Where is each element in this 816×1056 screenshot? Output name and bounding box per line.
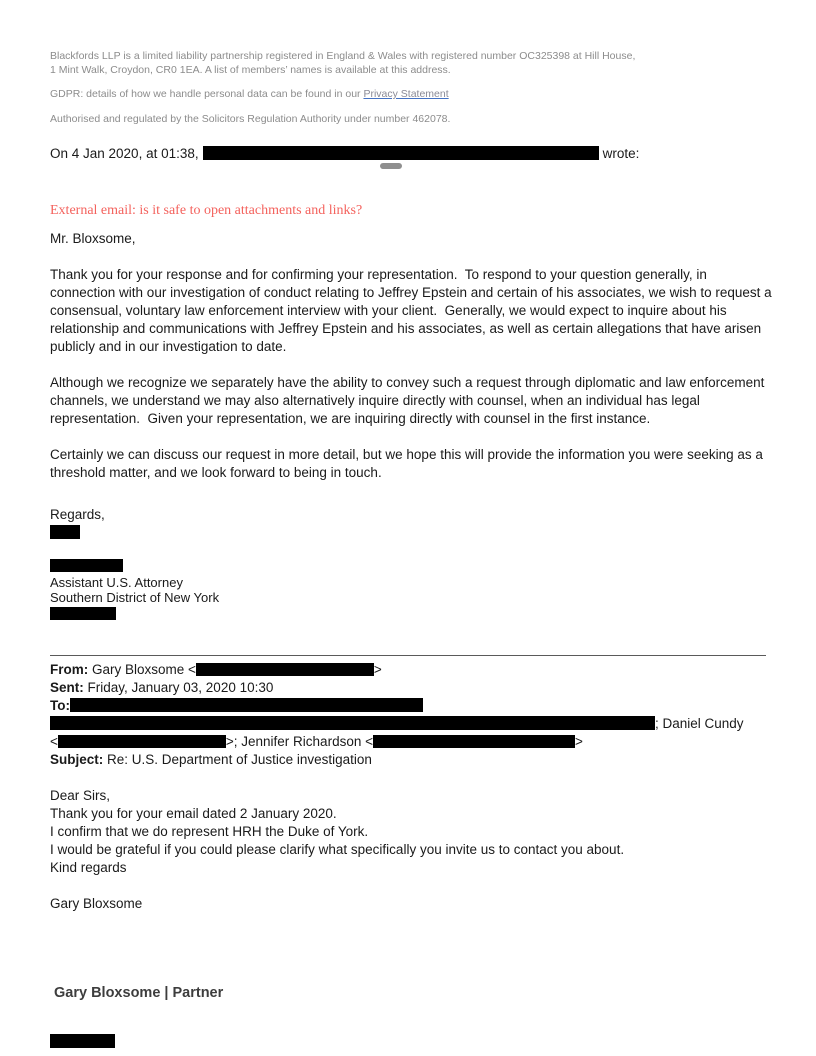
redaction-bar-footer-contact <box>50 1034 115 1048</box>
doj-paragraph-3: Certainly we can discuss our request in more detail, but we hope this will provide the information you were seeking as a threshold matter, and we look forward to being in touch. <box>50 447 767 480</box>
message-divider <box>50 655 766 656</box>
header-recipients-line-2 <box>50 715 780 733</box>
redaction-bar-cundy-email <box>58 735 226 748</box>
reply-message-body <box>50 787 772 913</box>
subject-label: Subject: <box>50 752 104 767</box>
recipient-daniel-cundy: ; Daniel Cundy <box>655 716 744 731</box>
disclaimer-registration: Blackfords LLP is a limited liability partnership registered in England & Wales with registered number OC325398 at Hill House, 1 Mint Walk, Croydon, CR0 1EA. A list of members’ names is available at this address. <box>50 50 636 76</box>
header-recipients-line-3 <box>50 733 780 751</box>
quote-attribution-line <box>50 145 639 163</box>
reply-line-2: I confirm that we do represent HRH the Duke of York. <box>50 824 369 839</box>
reply-closing: Kind regards <box>50 860 127 875</box>
redaction-bar-from-email <box>196 663 374 676</box>
subject-value: Re: U.S. Department of Justice investigation <box>103 752 372 767</box>
doj-paragraph-1: Thank you for your response and for confirming your representation. To respond to your question generally, in connection with our investigation of conduct relating to Jeffrey Epstein and certain of his associates, we wish to request a consensual, voluntary law enforcement interview with your client. Generally, we would expect to inquire about his relationship and communications with Jeffrey Epstein and his associates, as well as certain allegations that have arisen publicly and in our investigation to date. <box>50 267 776 354</box>
sent-label: Sent: <box>50 680 84 695</box>
header-subject-line <box>50 751 780 769</box>
header-from-line <box>50 661 780 679</box>
firm-disclaimer <box>50 50 642 137</box>
from-name: Gary Bloxsome < <box>88 662 196 677</box>
reply-salutation: Dear Sirs, <box>50 788 111 803</box>
disclaimer-gdpr <box>50 88 642 102</box>
header-sent-line <box>50 679 780 697</box>
quote-wrote-text: wrote: <box>602 146 640 161</box>
doj-closing-block <box>50 506 105 539</box>
doj-salutation: Mr. Bloxsome, <box>50 231 136 246</box>
disclaimer-sra: Authorised and regulated by the Solicitors Regulation Authority under number 462078. <box>50 112 451 125</box>
reply-sender-name: Gary Bloxsome <box>50 896 143 911</box>
angle-open: < <box>50 734 58 749</box>
doj-message-body <box>50 230 776 500</box>
blank-line <box>50 877 772 895</box>
to-label: To: <box>50 698 70 713</box>
redaction-bar-attorney-phone <box>50 607 116 620</box>
header-to-line <box>50 697 780 715</box>
redaction-smudge-artifact <box>380 163 402 169</box>
footer-signature-line: Gary Bloxsome | Partner <box>54 985 224 1001</box>
doj-closing-text: Regards, <box>50 507 105 522</box>
redaction-bar-signoff-name <box>50 525 80 539</box>
external-email-warning: External email: is it safe to open attachments and links? <box>50 203 363 218</box>
privacy-statement-link[interactable]: Privacy Statement <box>363 88 449 100</box>
doj-signature-block <box>50 559 219 620</box>
from-label: From: <box>50 662 89 677</box>
attorney-title: Assistant U.S. Attorney <box>50 575 183 590</box>
redaction-bar-recipient-long <box>50 716 655 730</box>
redaction-bar-to-recipient <box>70 698 423 712</box>
angle-close: > <box>574 734 583 749</box>
reply-line-3: I would be grateful if you could please clarify what specifically you invite us to contact you about. <box>50 842 625 857</box>
reply-line-1: Thank you for your email dated 2 January 2020. <box>50 806 337 821</box>
redaction-bar-sender-email <box>203 146 599 160</box>
recipient-jennifer-richardson: >; Jennifer Richardson < <box>225 734 373 749</box>
quote-date-text: On 4 Jan 2020, at 01:38, <box>50 146 199 161</box>
sent-value: Friday, January 03, 2020 10:30 <box>83 680 274 695</box>
disclaimer-gdpr-text: GDPR: details of how we handle personal data can be found in our <box>50 88 364 100</box>
redaction-bar-attorney-name <box>50 559 123 572</box>
from-suffix: > <box>373 662 382 677</box>
redaction-bar-richardson-email <box>373 735 575 748</box>
doj-paragraph-2: Although we recognize we separately have the ability to convey such a request through diplomatic and law enforcement channels, we understand we may also alternatively inquire directly with counsel, when an individual has legal representation. Given your representation, we are inquiring directly with counsel in the first instance. <box>50 375 769 426</box>
attorney-org: Southern District of New York <box>50 590 220 605</box>
forwarded-message-header <box>50 661 780 769</box>
